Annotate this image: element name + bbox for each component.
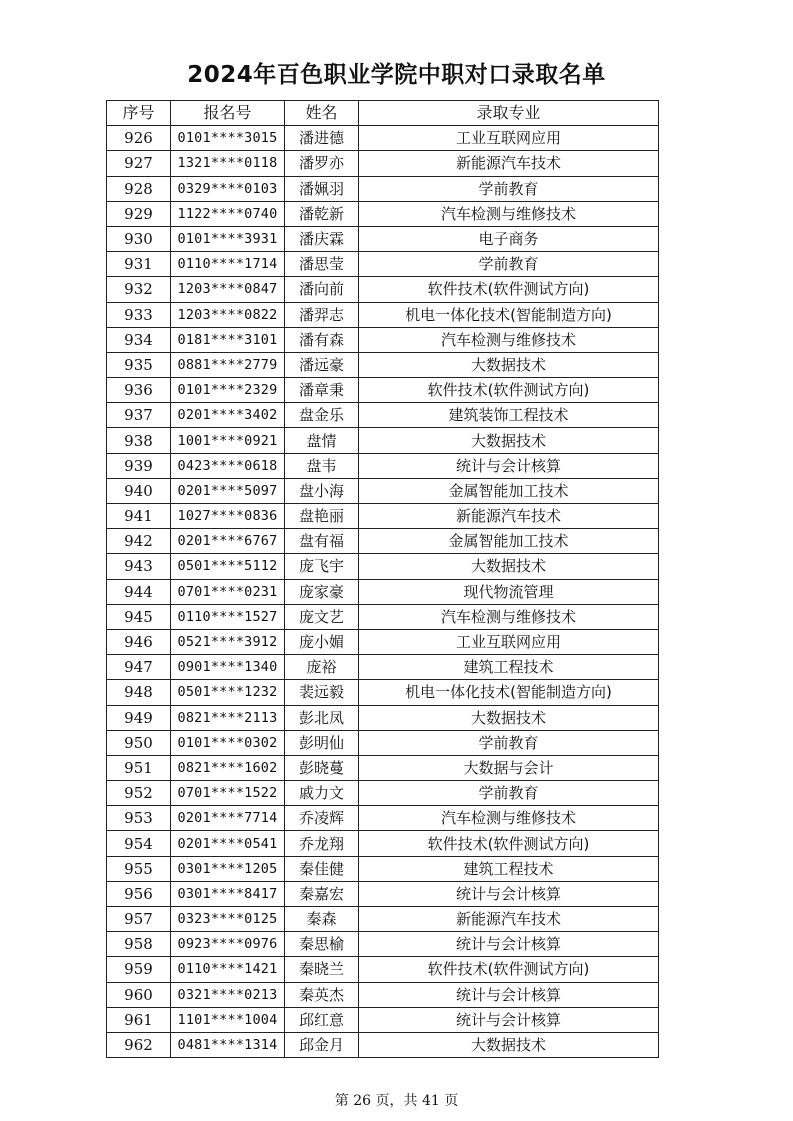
reg-number-cell: 0329****0103 bbox=[171, 176, 285, 201]
table-row bbox=[107, 881, 659, 906]
name-cell: 盘金乐 bbox=[285, 403, 359, 428]
seq-cell: 952 bbox=[107, 781, 171, 806]
header-major: 录取专业 bbox=[359, 101, 659, 126]
name-cell: 秦嘉宏 bbox=[285, 881, 359, 906]
name-cell: 潘庆霖 bbox=[285, 226, 359, 251]
major-cell: 大数据与会计 bbox=[359, 755, 659, 780]
major-cell: 金属智能加工技术 bbox=[359, 529, 659, 554]
reg-number-cell: 0101****3931 bbox=[171, 226, 285, 251]
major-cell: 大数据技术 bbox=[359, 352, 659, 377]
major-cell: 软件技术(软件测试方向) bbox=[359, 957, 659, 982]
major-cell: 汽车检测与维修技术 bbox=[359, 327, 659, 352]
name-cell: 秦森 bbox=[285, 907, 359, 932]
seq-cell: 929 bbox=[107, 201, 171, 226]
reg-number-cell: 1101****1004 bbox=[171, 1007, 285, 1032]
table-row bbox=[107, 453, 659, 478]
seq-cell: 928 bbox=[107, 176, 171, 201]
reg-number-cell: 0201****7714 bbox=[171, 806, 285, 831]
table-row bbox=[107, 201, 659, 226]
table-row bbox=[107, 730, 659, 755]
seq-cell: 950 bbox=[107, 730, 171, 755]
seq-cell: 961 bbox=[107, 1007, 171, 1032]
table-row bbox=[107, 629, 659, 654]
table-row bbox=[107, 680, 659, 705]
seq-cell: 959 bbox=[107, 957, 171, 982]
table-row bbox=[107, 176, 659, 201]
seq-cell: 958 bbox=[107, 932, 171, 957]
table-row bbox=[107, 1032, 659, 1057]
reg-number-cell: 0901****1340 bbox=[171, 655, 285, 680]
major-cell: 新能源汽车技术 bbox=[359, 907, 659, 932]
table-row bbox=[107, 151, 659, 176]
major-cell: 大数据技术 bbox=[359, 705, 659, 730]
major-cell: 机电一体化技术(智能制造方向) bbox=[359, 302, 659, 327]
reg-number-cell: 0101****0302 bbox=[171, 730, 285, 755]
major-cell: 机电一体化技术(智能制造方向) bbox=[359, 680, 659, 705]
seq-cell: 942 bbox=[107, 529, 171, 554]
major-cell: 大数据技术 bbox=[359, 554, 659, 579]
major-cell: 金属智能加工技术 bbox=[359, 478, 659, 503]
reg-number-cell: 1027****0836 bbox=[171, 504, 285, 529]
reg-number-cell: 1122****0740 bbox=[171, 201, 285, 226]
major-cell: 工业互联网应用 bbox=[359, 629, 659, 654]
seq-cell: 938 bbox=[107, 428, 171, 453]
seq-cell: 947 bbox=[107, 655, 171, 680]
reg-number-cell: 0101****3015 bbox=[171, 126, 285, 151]
major-cell: 现代物流管理 bbox=[359, 579, 659, 604]
table-row bbox=[107, 504, 659, 529]
name-cell: 彭北凤 bbox=[285, 705, 359, 730]
major-cell: 统计与会计核算 bbox=[359, 881, 659, 906]
major-cell: 建筑装饰工程技术 bbox=[359, 403, 659, 428]
seq-cell: 931 bbox=[107, 252, 171, 277]
name-cell: 庞裕 bbox=[285, 655, 359, 680]
major-cell: 新能源汽车技术 bbox=[359, 151, 659, 176]
seq-cell: 926 bbox=[107, 126, 171, 151]
name-cell: 盘韦 bbox=[285, 453, 359, 478]
reg-number-cell: 1001****0921 bbox=[171, 428, 285, 453]
major-cell: 软件技术(软件测试方向) bbox=[359, 831, 659, 856]
table-row bbox=[107, 655, 659, 680]
page-footer: 第 26 页，共 41 页 bbox=[334, 1093, 459, 1109]
header-seq: 序号 bbox=[107, 101, 171, 126]
seq-cell: 960 bbox=[107, 982, 171, 1007]
reg-number-cell: 1203****0822 bbox=[171, 302, 285, 327]
name-cell: 秦佳健 bbox=[285, 856, 359, 881]
major-cell: 新能源汽车技术 bbox=[359, 504, 659, 529]
name-cell: 盘艳丽 bbox=[285, 504, 359, 529]
name-cell: 邱金月 bbox=[285, 1032, 359, 1057]
name-cell: 彭明仙 bbox=[285, 730, 359, 755]
name-cell: 盘情 bbox=[285, 428, 359, 453]
reg-number-cell: 0321****0213 bbox=[171, 982, 285, 1007]
table-row bbox=[107, 781, 659, 806]
major-cell: 大数据技术 bbox=[359, 428, 659, 453]
seq-cell: 945 bbox=[107, 604, 171, 629]
major-cell: 汽车检测与维修技术 bbox=[359, 604, 659, 629]
name-cell: 潘有森 bbox=[285, 327, 359, 352]
seq-cell: 948 bbox=[107, 680, 171, 705]
table-header-row bbox=[107, 101, 659, 126]
seq-cell: 937 bbox=[107, 403, 171, 428]
table-row bbox=[107, 831, 659, 856]
major-cell: 建筑工程技术 bbox=[359, 655, 659, 680]
reg-number-cell: 0110****1527 bbox=[171, 604, 285, 629]
header-name: 姓名 bbox=[285, 101, 359, 126]
seq-cell: 949 bbox=[107, 705, 171, 730]
table-row bbox=[107, 806, 659, 831]
name-cell: 盘有福 bbox=[285, 529, 359, 554]
table-row bbox=[107, 907, 659, 932]
major-cell: 学前教育 bbox=[359, 252, 659, 277]
reg-number-cell: 0423****0618 bbox=[171, 453, 285, 478]
reg-number-cell: 0201****3402 bbox=[171, 403, 285, 428]
reg-number-cell: 0181****3101 bbox=[171, 327, 285, 352]
page-title: 2024年百色职业学院中职对口录取名单 bbox=[187, 62, 606, 88]
table-row bbox=[107, 529, 659, 554]
table-row bbox=[107, 277, 659, 302]
seq-cell: 934 bbox=[107, 327, 171, 352]
reg-number-cell: 0481****1314 bbox=[171, 1032, 285, 1057]
table-row bbox=[107, 403, 659, 428]
reg-number-cell: 0701****0231 bbox=[171, 579, 285, 604]
major-cell: 汽车检测与维修技术 bbox=[359, 201, 659, 226]
reg-number-cell: 0821****2113 bbox=[171, 705, 285, 730]
reg-number-cell: 0501****1232 bbox=[171, 680, 285, 705]
major-cell: 软件技术(软件测试方向) bbox=[359, 378, 659, 403]
seq-cell: 957 bbox=[107, 907, 171, 932]
seq-cell: 940 bbox=[107, 478, 171, 503]
name-cell: 潘进德 bbox=[285, 126, 359, 151]
name-cell: 潘姵羽 bbox=[285, 176, 359, 201]
reg-number-cell: 0101****2329 bbox=[171, 378, 285, 403]
name-cell: 庞文艺 bbox=[285, 604, 359, 629]
name-cell: 庞小媚 bbox=[285, 629, 359, 654]
reg-number-cell: 0301****8417 bbox=[171, 881, 285, 906]
name-cell: 庞飞宇 bbox=[285, 554, 359, 579]
name-cell: 邱红意 bbox=[285, 1007, 359, 1032]
name-cell: 秦晓兰 bbox=[285, 957, 359, 982]
seq-cell: 936 bbox=[107, 378, 171, 403]
major-cell: 电子商务 bbox=[359, 226, 659, 251]
table-row bbox=[107, 932, 659, 957]
name-cell: 戚力文 bbox=[285, 781, 359, 806]
table-row bbox=[107, 554, 659, 579]
reg-number-cell: 0881****2779 bbox=[171, 352, 285, 377]
seq-cell: 956 bbox=[107, 881, 171, 906]
major-cell: 学前教育 bbox=[359, 730, 659, 755]
name-cell: 潘思莹 bbox=[285, 252, 359, 277]
table-row bbox=[107, 856, 659, 881]
table-row bbox=[107, 705, 659, 730]
table-row bbox=[107, 982, 659, 1007]
name-cell: 裴远毅 bbox=[285, 680, 359, 705]
table-row bbox=[107, 126, 659, 151]
reg-number-cell: 0201****5097 bbox=[171, 478, 285, 503]
major-cell: 工业互联网应用 bbox=[359, 126, 659, 151]
seq-cell: 962 bbox=[107, 1032, 171, 1057]
seq-cell: 932 bbox=[107, 277, 171, 302]
major-cell: 统计与会计核算 bbox=[359, 1007, 659, 1032]
name-cell: 庞家豪 bbox=[285, 579, 359, 604]
seq-cell: 927 bbox=[107, 151, 171, 176]
major-cell: 学前教育 bbox=[359, 176, 659, 201]
name-cell: 潘向前 bbox=[285, 277, 359, 302]
seq-cell: 939 bbox=[107, 453, 171, 478]
major-cell: 建筑工程技术 bbox=[359, 856, 659, 881]
reg-number-cell: 0110****1421 bbox=[171, 957, 285, 982]
table-row bbox=[107, 755, 659, 780]
reg-number-cell: 0701****1522 bbox=[171, 781, 285, 806]
name-cell: 秦思榆 bbox=[285, 932, 359, 957]
major-cell: 统计与会计核算 bbox=[359, 453, 659, 478]
major-cell: 统计与会计核算 bbox=[359, 982, 659, 1007]
major-cell: 汽车检测与维修技术 bbox=[359, 806, 659, 831]
name-cell: 潘羿志 bbox=[285, 302, 359, 327]
table-row bbox=[107, 478, 659, 503]
name-cell: 秦英杰 bbox=[285, 982, 359, 1007]
seq-cell: 941 bbox=[107, 504, 171, 529]
table-row bbox=[107, 302, 659, 327]
table-row bbox=[107, 252, 659, 277]
major-cell: 大数据技术 bbox=[359, 1032, 659, 1057]
seq-cell: 930 bbox=[107, 226, 171, 251]
name-cell: 潘章秉 bbox=[285, 378, 359, 403]
table-row bbox=[107, 1007, 659, 1032]
name-cell: 潘罗亦 bbox=[285, 151, 359, 176]
seq-cell: 954 bbox=[107, 831, 171, 856]
seq-cell: 933 bbox=[107, 302, 171, 327]
table-row bbox=[107, 428, 659, 453]
header-reg: 报名号 bbox=[171, 101, 285, 126]
reg-number-cell: 1321****0118 bbox=[171, 151, 285, 176]
major-cell: 统计与会计核算 bbox=[359, 932, 659, 957]
reg-number-cell: 0323****0125 bbox=[171, 907, 285, 932]
major-cell: 学前教育 bbox=[359, 781, 659, 806]
name-cell: 乔凌辉 bbox=[285, 806, 359, 831]
table-row bbox=[107, 352, 659, 377]
seq-cell: 953 bbox=[107, 806, 171, 831]
reg-number-cell: 0110****1714 bbox=[171, 252, 285, 277]
reg-number-cell: 0923****0976 bbox=[171, 932, 285, 957]
seq-cell: 946 bbox=[107, 629, 171, 654]
table-row bbox=[107, 579, 659, 604]
seq-cell: 935 bbox=[107, 352, 171, 377]
seq-cell: 944 bbox=[107, 579, 171, 604]
seq-cell: 955 bbox=[107, 856, 171, 881]
reg-number-cell: 0521****3912 bbox=[171, 629, 285, 654]
seq-cell: 943 bbox=[107, 554, 171, 579]
reg-number-cell: 0301****1205 bbox=[171, 856, 285, 881]
name-cell: 潘远豪 bbox=[285, 352, 359, 377]
admission-table bbox=[106, 100, 659, 1058]
table-row bbox=[107, 226, 659, 251]
reg-number-cell: 0821****1602 bbox=[171, 755, 285, 780]
seq-cell: 951 bbox=[107, 755, 171, 780]
reg-number-cell: 1203****0847 bbox=[171, 277, 285, 302]
table-row bbox=[107, 378, 659, 403]
table-row bbox=[107, 604, 659, 629]
table-row bbox=[107, 327, 659, 352]
reg-number-cell: 0201****0541 bbox=[171, 831, 285, 856]
name-cell: 彭晓蔓 bbox=[285, 755, 359, 780]
table-row bbox=[107, 957, 659, 982]
name-cell: 潘乾新 bbox=[285, 201, 359, 226]
reg-number-cell: 0501****5112 bbox=[171, 554, 285, 579]
reg-number-cell: 0201****6767 bbox=[171, 529, 285, 554]
name-cell: 乔龙翔 bbox=[285, 831, 359, 856]
major-cell: 软件技术(软件测试方向) bbox=[359, 277, 659, 302]
name-cell: 盘小海 bbox=[285, 478, 359, 503]
